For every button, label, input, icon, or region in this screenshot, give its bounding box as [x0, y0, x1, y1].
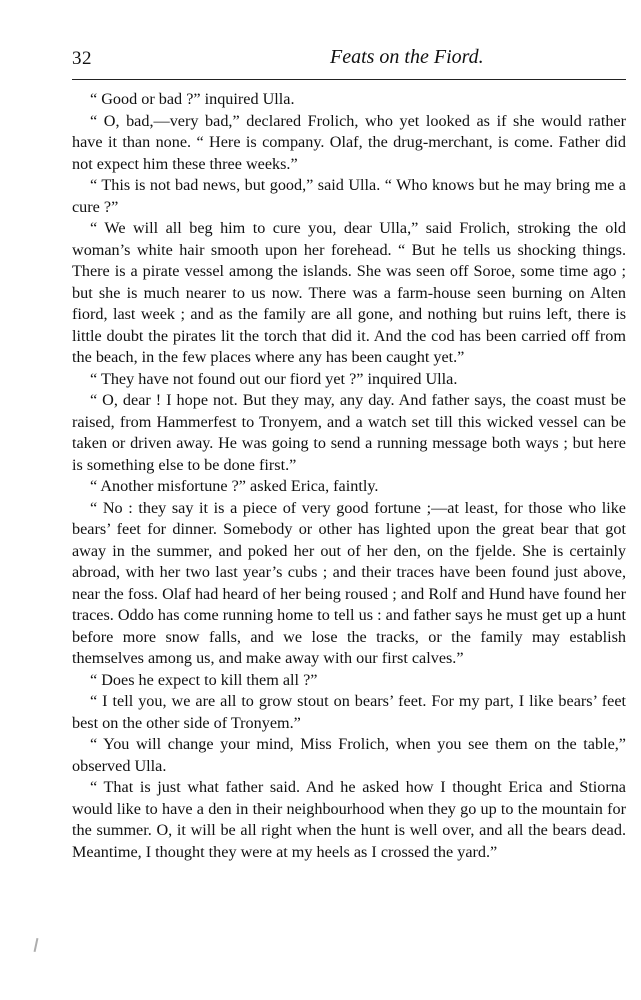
paragraph: “ O, dear ! I hope not. But they may, any day. And father says, the coast must be raised, from Hammerfest to Tronyem, and a watch set till this wicked vessel can be taken or driven away. He was going to send a running message both ways ; but here is something else to be done first.”	[72, 391, 626, 474]
paragraph: “ I tell you, we are all to grow stout on bears’ feet. For my part, I like bears’ feet best on the other side of Tronyem.”	[72, 692, 626, 732]
paragraph: “ Another misfortune ?” asked Erica, faintly.	[90, 477, 379, 495]
page-number: 32	[72, 48, 92, 69]
paragraph: “ You will change your mind, Miss Frolich, when you see them on the table,” observed Ulla.	[72, 735, 626, 775]
paragraph: “ Good or bad ?” inquired Ulla.	[90, 90, 295, 108]
paragraph: “ This is not bad news, but good,” said Ulla. “ Who knows but he may bring me a cure ?”	[72, 176, 626, 216]
paragraph: “ O, bad,—very bad,” declared Frolich, who yet looked as if she would rather have it than none. “ Here is company. Olaf, the drug-merchant, is come. Father did not expect him these three weeks.”	[72, 111, 626, 173]
body-text	[72, 89, 626, 863]
header-rule	[72, 79, 626, 80]
paragraph: “ They have not found out our fiord yet ?” inquired Ulla.	[90, 369, 458, 388]
page-header	[72, 44, 626, 76]
paragraph: “ We will all beg him to cure you, dear Ulla,” said Frolich, stroking the old woman’s white hair smooth upon her forehead. “ But he tells us shocking things. There is a pirate vessel among the islands. She was seen off Soroe, some time ago ; but she is much nearer to us now. There was a farm-house seen burning on Alten fiord, last week ; and as the family are all gone, and nothing but ruins left, there is little doubt the pirates lit the torch that did it. And the cod has been carried off from the beach, in the few places where any has been caught yet.”	[72, 219, 626, 366]
margin-mark	[34, 938, 39, 952]
paragraph: “ No : they say it is a piece of very good fortune ;—at least, for those who like bears’ feet for dinner. Somebody or other has lighted upon the great bear that got away in the summer, and poked her out of her den, on the fjelde. She is certainly abroad, with her two last year’s cubs ; and their traces have been found just above, near the foss. Olaf had heard of her being roused ; and Rolf and Hund have found her traces. Oddo has come running home to tell us : and father says he must get up a hunt before more snow falls, and we lose the tracks, or the family may establish themselves among us, and make away with our first calves.”	[72, 498, 626, 667]
running-title: Feats on the Fiord.	[330, 46, 484, 68]
paragraph: “ Does he expect to kill them all ?”	[90, 670, 318, 689]
paragraph: “ That is just what father said. And he asked how I thought Erica and Stiorna would like to have a den in their neighbourhood when they go up to the mountain for the summer. O, it will be all right when the hunt is well over, and all the bears dead. Meantime, I thought they were at my heels as I crossed the yard.”	[72, 778, 626, 861]
